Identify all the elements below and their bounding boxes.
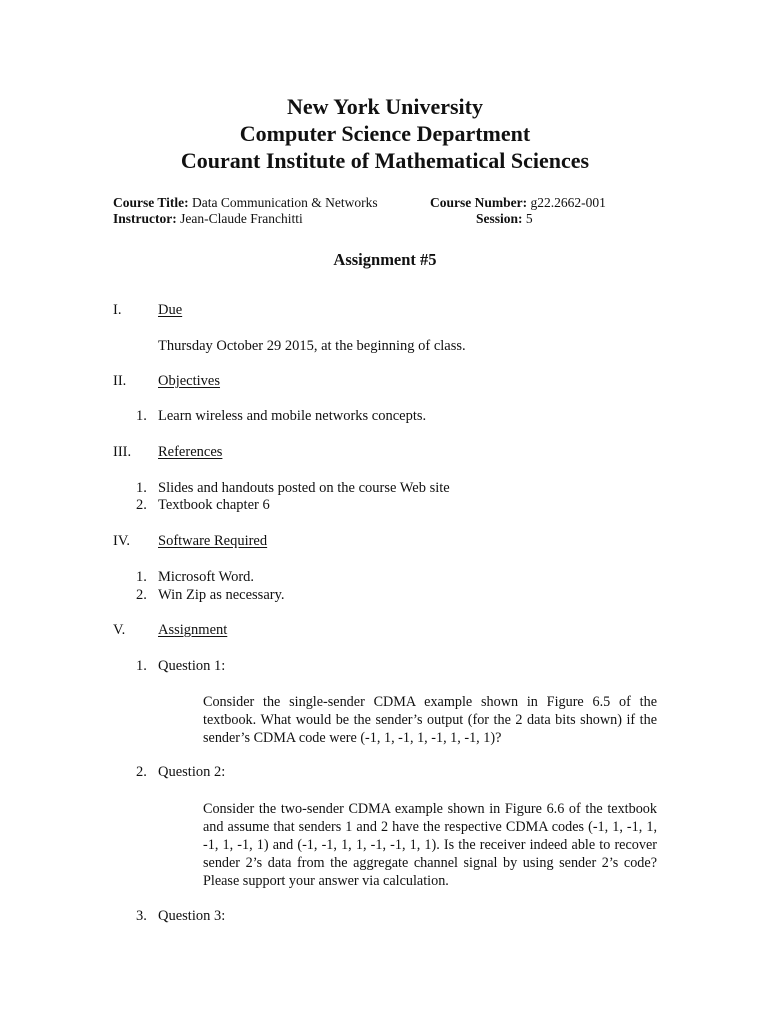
section-heading-objectives: Objectives [158, 373, 221, 389]
question-label: Question 2: [158, 764, 226, 780]
list-number: 1. [136, 408, 147, 424]
instructor-line [113, 211, 303, 227]
list-item: Win Zip as necessary. [158, 587, 285, 603]
list-number: 2. [136, 497, 147, 513]
session-line [476, 211, 533, 227]
university-title: New York University [287, 94, 483, 119]
list-item: Textbook chapter 6 [158, 497, 270, 513]
section-heading-software: Software Required [158, 533, 268, 549]
list-item: Slides and handouts posted on the course Web site [158, 480, 450, 496]
list-number: 2. [136, 587, 147, 603]
assignment-title: Assignment #5 [333, 250, 437, 269]
session-value: 5 [525, 211, 533, 226]
question-number: 1. [136, 658, 147, 674]
section-numeral: I. [113, 302, 122, 318]
instructor-value: Jean-Claude Franchitti [180, 211, 303, 226]
question-number: 3. [136, 908, 147, 924]
due-text: Thursday October 29 2015, at the beginning of class. [158, 338, 466, 354]
institute-title: Courant Institute of Mathematical Sciences [180, 148, 590, 173]
list-number: 1. [136, 569, 147, 585]
section-numeral: III. [113, 444, 132, 460]
department-title: Computer Science Department [239, 121, 531, 146]
course-title-label: Course Title: [113, 195, 189, 210]
question-label: Question 1: [158, 658, 226, 674]
section-heading-assignment: Assignment [158, 622, 228, 638]
section-heading-due: Due [158, 302, 183, 318]
section-numeral: IV. [113, 533, 131, 549]
section-numeral: II. [113, 373, 127, 389]
question-label: Question 3: [158, 908, 226, 924]
section-heading-references: References [158, 444, 223, 460]
question-number: 2. [136, 764, 147, 780]
instructor-label: Instructor: [113, 211, 177, 226]
session-label: Session: [476, 211, 523, 226]
list-item: Microsoft Word. [158, 569, 255, 585]
question-body: Consider the two-sender CDMA example shown in Figure 6.6 of the textbook and assume that senders 1 and 2 have the respective CDMA codes (-1, 1, -1, 1, -1, 1, -1, 1) and (-1, -1, 1, 1, -1, -1, 1, 1). Is the receiver indeed able to recover sender 2’s data from the aggregate channel signal by using sender 2’s code? Please support your answer via calculation. [203, 801, 657, 889]
course-number-line [430, 195, 606, 211]
list-item: Learn wireless and mobile networks concepts. [158, 408, 427, 424]
course-title-line [113, 195, 378, 211]
question-body: Consider the single-sender CDMA example shown in Figure 6.5 of the textbook. What would be the sender’s output (for the 2 data bits shown) if the sender’s CDMA code were (-1, 1, -1, 1, -1, 1, -1, 1)? [203, 694, 657, 746]
section-numeral: V. [113, 622, 126, 638]
course-number-label: Course Number: [430, 195, 528, 210]
course-number-value: g22.2662-001 [530, 195, 606, 210]
list-number: 1. [136, 480, 147, 496]
course-title-value: Data Communication & Networks [192, 195, 378, 210]
